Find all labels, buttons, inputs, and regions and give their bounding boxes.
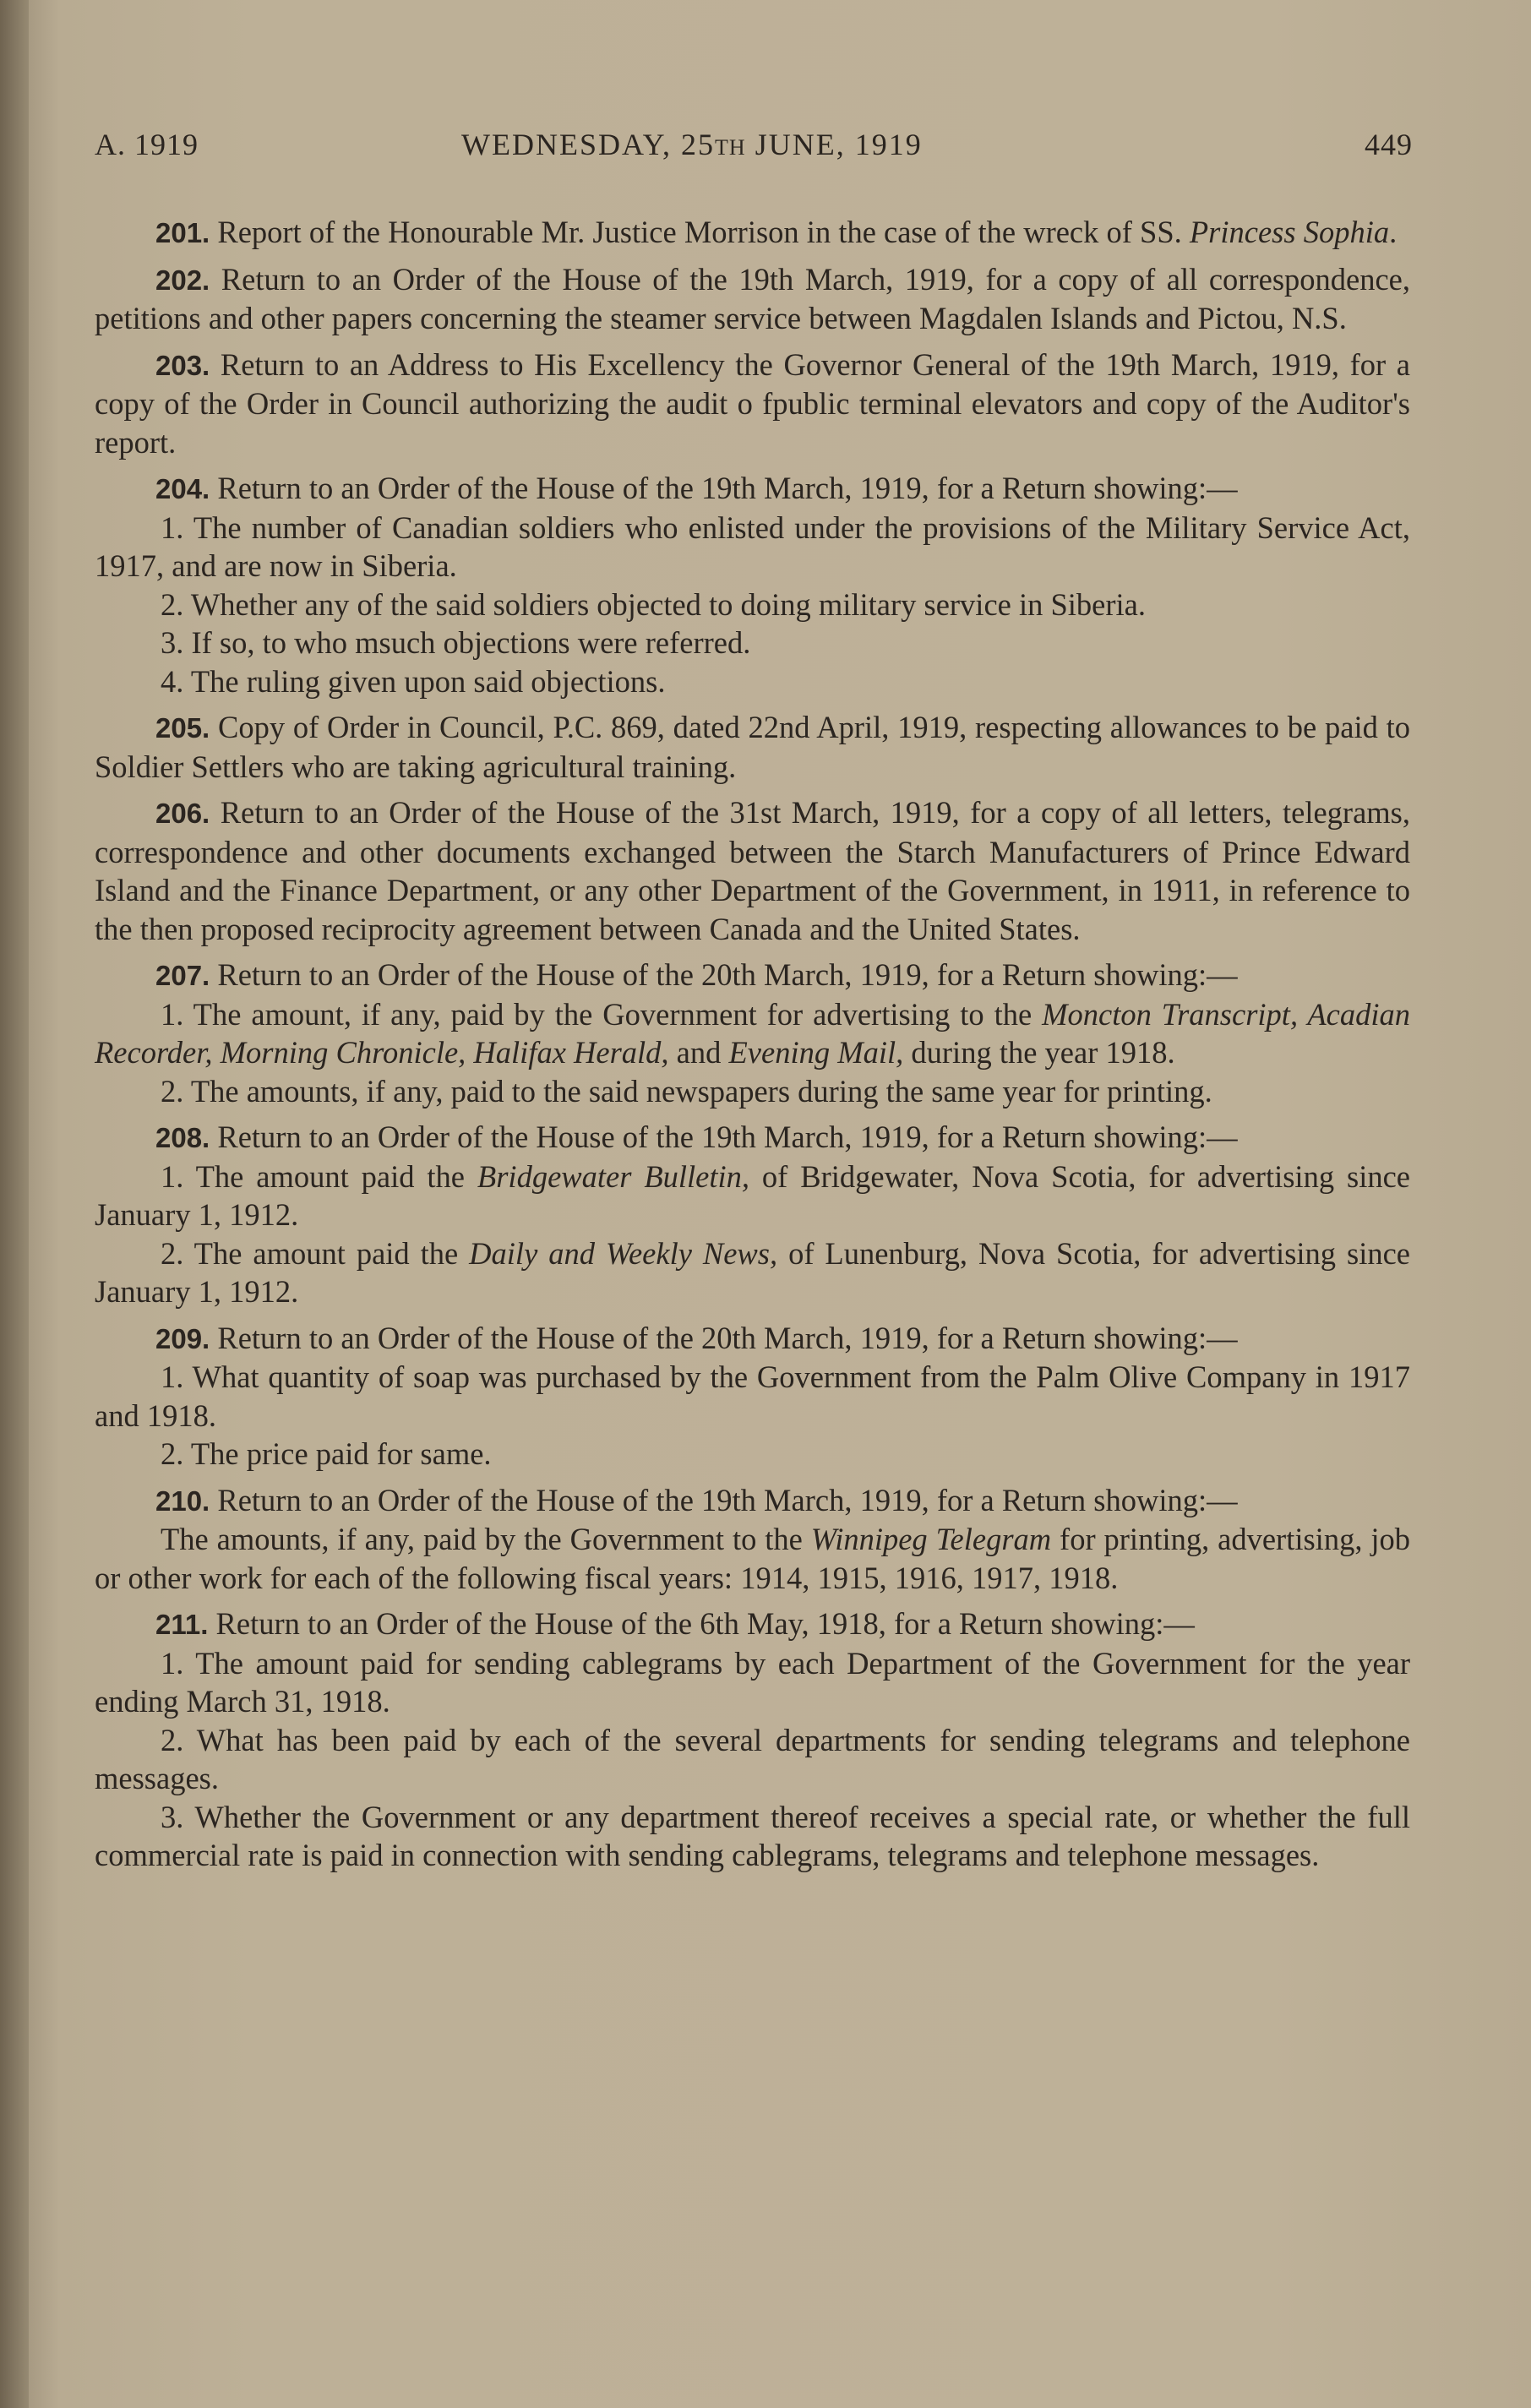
entry-203: 203. Return to an Address to His Excellency the Governor General of the 19th March, 1919, for a copy of the Order in Council authorizing the audit o fpublic terminal elevators and copy of the Auditor's report. xyxy=(95,346,1410,460)
list-item: 3. If so, to who msuch objections were referred. xyxy=(161,625,751,660)
list-item: 1. The amount paid the Bridgewater Bulletin, of Bridgewater, Nova Scotia, for advertising since January 1, 1912. xyxy=(95,1158,1410,1232)
list-item: 2. The price paid for same. xyxy=(161,1436,492,1471)
page-number: 449 xyxy=(1365,128,1413,161)
list-item: 3. Whether the Government or any department thereof receives a special rate, or whether the full commercial rate is paid in connection with sending cablegrams, telegrams and telephone messages. xyxy=(95,1799,1410,1872)
entry-209: 209. Return to an Order of the House of the 20th March, 1919, for a Return showing:— 1. What quantity of soap was purchased by the Government from the Palm Olive Company in 1917 and 1918. 2. The price paid for same. xyxy=(95,1319,1410,1474)
header-year: A. 1919 xyxy=(95,128,199,161)
list-item: The amounts, if any, paid by the Government to the Winnipeg Telegram for printing, advertising, job or other work for each of the following fiscal years: 1914, 1915, 1916, 1917, 1918. xyxy=(95,1522,1410,1595)
list-item: 1. The amount paid for sending cablegrams by each Department of the Government for the year ending March 31, 1918. xyxy=(95,1645,1410,1719)
entry-210: 210. Return to an Order of the House of the 19th March, 1919, for a Return showing:— The amounts, if any, paid by the Government to the Winnipeg Telegram for printing, advertising, job or other work for each of the following fiscal years: 1914, 1915, 1916, 1917, 1918. xyxy=(95,1481,1410,1598)
entry-211: 211. Return to an Order of the House of the 6th May, 1918, for a Return showing:— 1. The amount paid for sending cablegrams by each Department of the Government for the year ending March 31, 1918. 2. What has been paid by each of the several departments for sending telegrams and telephone messages. 3. Whether the Government or any department thereof receives a special rate, or whether the full commercial rate is paid in connection with sending cablegrams, telegrams and telephone messages. xyxy=(95,1604,1410,1875)
list-item: 1. The number of Canadian soldiers who enlisted under the provisions of the Military Service Act, 1917, and are now in Siberia. xyxy=(95,509,1410,583)
book-spine-shadow xyxy=(0,0,29,2408)
list-item: 4. The ruling given upon said objections. xyxy=(161,663,666,699)
entry-207: 207. Return to an Order of the House of the 20th March, 1919, for a Return showing:— 1. The amount, if any, paid by the Government for advertising to the Moncton Transcript, Acadian Recorder, Morning Chronicle, Halifax Herald, and Evening Mail, during the year 1918. 2. The amounts, if any, paid to the said newspapers during the same year for printing. xyxy=(95,956,1410,1110)
list-item: 1. The amount, if any, paid by the Government for advertising to the Moncton Transcript, Acadian Recorder, Morning Chronicle, Halifax Herald, and Evening Mail, during the year 1918. xyxy=(95,996,1410,1070)
list-item: 2. Whether any of the said soldiers objected to doing military service in Siberia. xyxy=(161,586,1147,622)
entry-201: 201. Report of the Honourable Mr. Justice Morrison in the case of the wreck of SS. Princess Sophia. xyxy=(155,215,1398,249)
list-item: 2. The amounts, if any, paid to the said newspapers during the same year for printing. xyxy=(161,1073,1212,1109)
list-item: 2. The amount paid the Daily and Weekly News, of Lunenburg, Nova Scotia, for advertising since January 1, 1912. xyxy=(95,1235,1410,1309)
entry-205: 205. Copy of Order in Council, P.C. 869, dated 22nd April, 1919, respecting allowances to be paid to Soldier Settlers who are taking agricultural training. xyxy=(95,710,1410,784)
entry-206: 206. Return to an Order of the House of the 31st March, 1919, for a copy of all letters, telegrams, correspondence and other documents exchanged between the Starch Manufacturers of Prince Edward Island and the Finance Department, or any other Department of the Government, in 1911, in reference to the then proposed reciprocity agreement between Canada and the United States. xyxy=(95,795,1410,946)
entry-208: 208. Return to an Order of the House of the 19th March, 1919, for a Return showing:— 1. The amount paid the Bridgewater Bulletin, of Bridgewater, Nova Scotia, for advertising since January 1, 1912. 2. The amount paid the Daily and Weekly News, of Lunenburg, Nova Scotia, for advertising since January 1, 1912. xyxy=(95,1118,1410,1311)
entry-204: 204. Return to an Order of the House of the 19th March, 1919, for a Return showing:— 1. The number of Canadian soldiers who enlisted under the provisions of the Military Service Act, 1917, and are now in Siberia. 2. Whether any of the said soldiers objected to doing military service in Siberia. 3. If so, to who msuch objections were referred. 4. The ruling given upon said objections. xyxy=(95,469,1410,700)
header-date: WEDNESDAY, 25TH JUNE, 1919 xyxy=(461,128,923,161)
document-body xyxy=(95,213,1410,1875)
entry-202: 202. Return to an Order of the House of the 19th March, 1919, for a copy of all correspondence, petitions and other papers concerning the steamer service between Magdalen Islands and Pictou, N.S. xyxy=(95,261,1410,335)
list-item: 2. What has been paid by each of the several departments for sending telegrams and telephone messages. xyxy=(95,1722,1410,1795)
running-header xyxy=(95,127,1413,169)
list-item: 1. What quantity of soap was purchased by the Government from the Palm Olive Company in 1917 and 1918. xyxy=(95,1359,1410,1433)
